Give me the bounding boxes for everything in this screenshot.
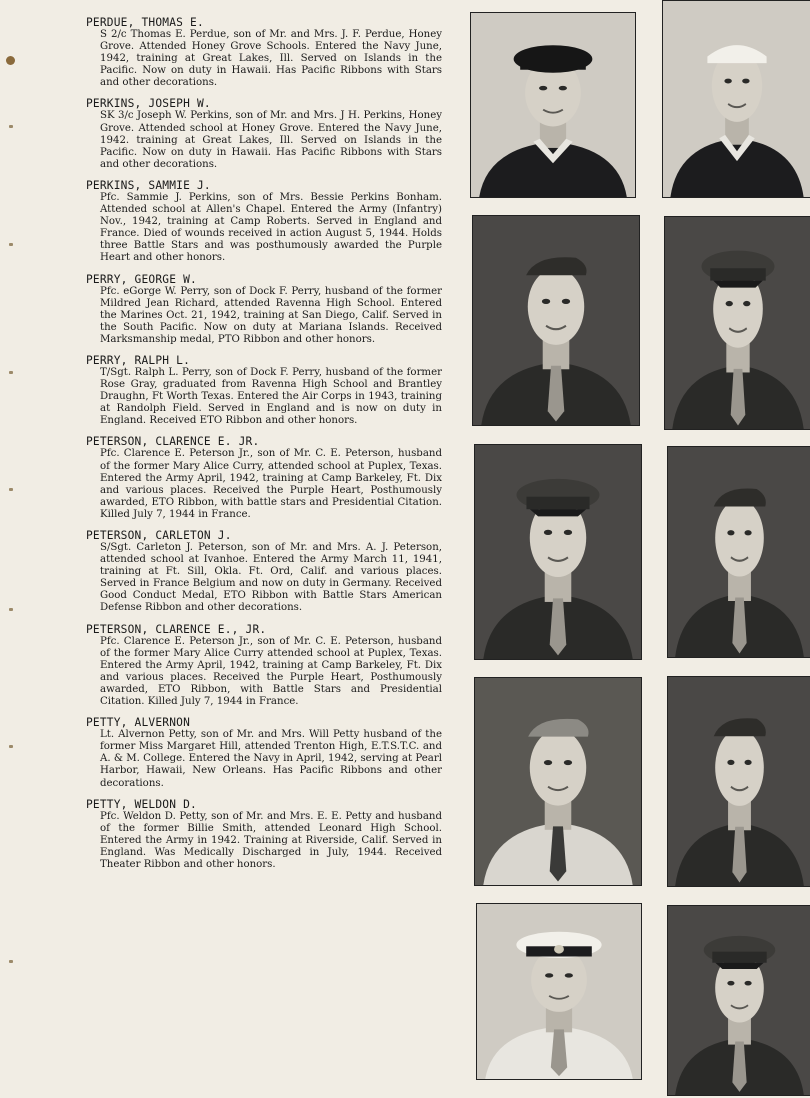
entry-peterson-carleton xyxy=(86,529,442,615)
entry-text: S/Sgt. Carleton J. Peterson, son of Mr. and Mrs. A. J. Peterson, attended school at Ivanhoe. Entered the Army March 11, 1941, training at Ft. Sill, Okla. Ft. Ord, Calif. and various places. Served in France Belgium and now on duty in Germany. Received Good Conduct Medal, ETO Ribbon with Battle Stars American Defense Ribbon and other decorations. xyxy=(100,542,442,614)
portrait-photo xyxy=(662,0,810,198)
entry-perry-george xyxy=(86,273,442,346)
entry-text: S 2/c Thomas E. Perdue, son of Mr. and Mrs. J. F. Perdue, Honey Grove. Attended Honey Grove Schools. Entered the Navy June, 1942, training at Great Lakes, Ill. Served on Islands in the Pacific. Now on duty in Hawaii. Has Pacific Ribbons with Stars and other decorations. xyxy=(100,29,442,89)
entry-perkins-sammie xyxy=(86,179,442,265)
entry-perkins-joseph xyxy=(86,97,442,170)
entry-text: Pfc. Clarence E. Peterson Jr., son of Mr. C. E. Peterson, husband of the former Mary Alice Curry, attended school at Puplex, Texas. Entered the Army April, 1942, training at Camp Barkeley, Ft. Dix and various places. Received the Purple Heart, Posthumously awarded, ETO Ribbon, with battle stars and Presidential Citation. Killed July 7, 1944 in France. xyxy=(100,448,442,520)
entry-perry-ralph xyxy=(86,354,442,427)
entry-perdue-thomas xyxy=(86,16,442,89)
entry-peterson-clarence xyxy=(86,435,442,521)
entry-text: Pfc. Weldon D. Petty, son of Mr. and Mrs. E. E. Petty and husband of the former Billie Smith, attended Leonard High School. Entered the Army in 1942. Training at Riverside, Calif. Served in England. Was Medically Discharged in July, 1944. Received Theater Ribbon and other honors. xyxy=(100,810,442,870)
entry-name: PERRY, RALPH L. xyxy=(86,353,191,367)
entry-text: SK 3/c Joseph W. Perkins, son of Mr. and Mrs. J H. Perkins, Honey Grove. Attended school at Honey Grove. Entered the Navy June, 1942. training at Great Lakes, Ill. Served on Islands in the Pacific. Now on duty in Hawaii. Has Pacific Ribbons with Stars and other decorations. xyxy=(100,110,442,170)
entry-text: Pfc. Sammie J. Perkins, son of Mrs. Bessie Perkins Bonham. Attended school at Allen's Chapel. Entered the Army (Infantry) Nov., 1942, training at Camp Roberts. Served in England and France. Died of wounds received in action August 5, 1944. Holds three Battle Stars and was posthumously awarded the Purple Heart and other honors. xyxy=(100,191,442,264)
entry-text: T/Sgt. Ralph L. Perry, son of Dock F. Perry, husband of the former Rose Gray, graduated from Ravenna High School and Brantley Draughn, Ft Worth Texas. Entered the Air Corps in 1943, training at Randolph Field. Served in England and is now on duty in England. Received ETO Ribbon and other honors. xyxy=(100,366,442,427)
entry-petty-weldon xyxy=(86,798,442,871)
binder-tick xyxy=(9,371,13,374)
portrait-photo xyxy=(667,676,810,887)
binder-tick xyxy=(9,125,13,128)
entry-text: Pfc. Clarence E. Peterson Jr., son of Mr. C. E. Peterson, husband of the former Mary Alice Curry attended school at Puplex, Texas. Entered the Army April, 1942, training at Camp Barkeley, Ft. Dix and various places. Received the Purple Heart, Posthumously awarded, ETO Ribbon, with Battle Stars and Presidential Citation. Killed July 7, 1944 in France. xyxy=(100,635,442,708)
entry-text: Lt. Alvernon Petty, son of Mr. and Mrs. Will Petty husband of the former Miss Margaret Hill, attended Trenton High, E.T.S.T.C. and A. & M. College. Entered the Navy in April, 1942, serving at Pearl Harbor, Hawaii, New Orleans. Has Pacific Ribbons and other decorations. xyxy=(100,729,442,789)
portrait-photo xyxy=(472,215,640,426)
entry-name: PERKINS, JOSEPH W. xyxy=(86,97,211,111)
entry-name: PERRY, GEORGE W. xyxy=(86,272,197,286)
portrait-photo xyxy=(664,216,810,430)
portrait-photo xyxy=(667,905,810,1096)
entry-name: PETTY, ALVERNON xyxy=(86,716,191,730)
portrait-photo xyxy=(474,444,642,660)
binder-tick xyxy=(9,745,13,748)
portrait-photo xyxy=(476,903,642,1080)
binder-hole xyxy=(6,56,15,65)
binder-tick xyxy=(9,243,13,246)
portrait-photo xyxy=(474,677,642,886)
entry-name: PERKINS, SAMMIE J. xyxy=(86,178,211,192)
binder-tick xyxy=(9,488,13,491)
entry-name: PETTY, WELDON D. xyxy=(86,797,197,811)
entry-name: PERDUE, THOMAS E. xyxy=(86,16,204,29)
binder-tick xyxy=(9,608,13,611)
entry-text: Pfc. eGorge W. Perry, son of Dock F. Perry, husband of the former Mildred Jean Richard, attended Ravenna High School. Entered the Marines Oct. 21, 1942, training at San Diego, Calif. Served in the South Pacific. Now on duty at Mariana Islands. Received Marksmanship medal, PTO Ribbon and other honors. xyxy=(100,285,442,345)
portrait-photo xyxy=(470,12,636,198)
entry-name: PETERSON, CLARENCE E., JR. xyxy=(86,622,267,636)
portrait-photo xyxy=(667,446,810,658)
entry-peterson-clarence-2 xyxy=(86,623,442,709)
entry-name: PETERSON, CARLETON J. xyxy=(86,529,232,542)
binder-tick xyxy=(9,960,13,963)
biography-column xyxy=(86,16,442,1091)
entry-name: PETERSON, CLARENCE E. JR. xyxy=(86,435,260,449)
entry-petty-alvernon xyxy=(86,716,442,789)
